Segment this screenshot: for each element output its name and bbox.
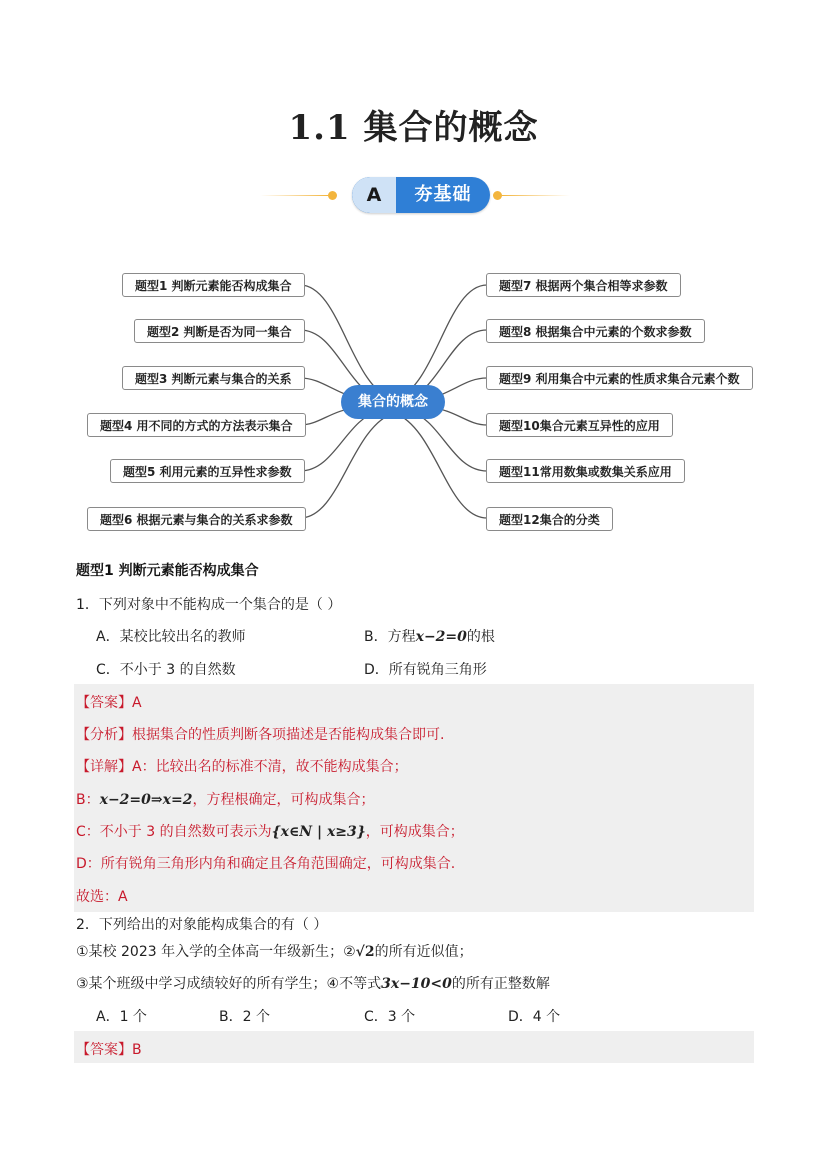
banner-pill (352, 177, 490, 213)
q2-line1-math: √2 (355, 944, 375, 960)
mindmap-node-right-11: 题型11常用数集或数集关系应用 (486, 459, 685, 483)
q1-analysis-line (76, 724, 444, 744)
q2-line2 (76, 973, 550, 993)
q1-analysis-tag: 【分析】 (76, 727, 132, 743)
mindmap-center: 集合的概念 (341, 385, 445, 419)
q1-detail-line (76, 756, 408, 776)
q2-line2-math: 3x−10<0 (381, 976, 452, 992)
q1-analysis: 根据集合的性质判断各项描述是否能构成集合即可. (132, 727, 445, 743)
banner-line-left (260, 195, 328, 196)
q2-line2-pre: ③某个班级中学习成绩较好的所有学生；④不等式 (76, 976, 382, 992)
q2-line2-post: 的所有正整数解 (451, 976, 550, 992)
mindmap-node-left-6: 题型6 根据元素与集合的关系求参数 (87, 507, 306, 531)
banner-line-right (502, 195, 570, 196)
mindmap-node-right-8: 题型8 根据集合中元素的个数求参数 (486, 319, 705, 343)
q2-line1-pre: ①某校 2023 年入学的全体高一年级新生；② (76, 944, 356, 960)
page-title: 1.1 集合的概念 (288, 108, 539, 148)
connector-right-6 (395, 413, 487, 518)
q1-option-b (364, 626, 495, 646)
q1-detail-c-post: ，可构成集合； (365, 824, 464, 840)
banner-letter: A (352, 177, 396, 213)
q1-answer-tag: 【答案】 (76, 695, 132, 711)
q2-option-c: C．3 个 (364, 1009, 416, 1025)
q1-detail-a: A：比较出名的标准不清，故不能构成集合； (132, 759, 408, 775)
mindmap-node-left-3: 题型3 判断元素与集合的关系 (122, 366, 305, 390)
section-banner (260, 175, 570, 215)
q1-detail-d: D：所有锐角三角形内角和确定且各角范围确定，可构成集合. (76, 856, 456, 872)
q1-option-b-post: 的根 (466, 629, 495, 645)
q1-detail-c-pre: C：不小于 3 的自然数可表示为 (76, 824, 272, 840)
q1-detail-c-math: {x∈N | x≥3} (271, 824, 366, 840)
q1-detail-b-post: ，方程根确定，可构成集合； (192, 792, 375, 808)
q1-option-d: D．所有锐角三角形 (364, 662, 487, 678)
banner-text: 夯基础 (414, 184, 472, 205)
q1-detail-b (76, 789, 374, 809)
q1-option-a: A．某校比较出名的教师 (96, 629, 246, 645)
section-heading: 题型1 判断元素能否构成集合 (76, 563, 259, 579)
mindmap-node-left-4: 题型4 用不同的方式的方法表示集合 (87, 413, 306, 437)
q1-detail-c (76, 821, 464, 841)
connector-right-1 (395, 285, 487, 400)
q2-answer-box (74, 1031, 754, 1063)
q1-detail-tag: 【详解】 (76, 759, 132, 775)
q1-answer: A (132, 695, 142, 711)
q1-stem: 1．下列对象中不能构成一个集合的是（ ） (76, 597, 342, 613)
q2-stem: 2．下列给出的对象能构成集合的有（ ） (76, 917, 328, 933)
mindmap-node-right-12: 题型12集合的分类 (486, 507, 613, 531)
mindmap-node-right-10: 题型10集合元素互异性的应用 (486, 413, 673, 437)
q2-answer-line (76, 1039, 142, 1059)
q1-option-b-math: x−2=0 (415, 629, 467, 645)
connector-right-5 (408, 410, 487, 471)
q1-detail-b-math: x−2=0⇒x=2 (99, 792, 193, 808)
q1-choose: 故选：A (76, 889, 128, 905)
connector-left-1 (300, 285, 393, 400)
q1-detail-b-pre: B： (76, 792, 100, 808)
connector-left-6 (300, 413, 393, 518)
mindmap-node-left-2: 题型2 判断是否为同一集合 (134, 319, 305, 343)
mindmap-node-right-9: 题型9 利用集合中元素的性质求集合元素个数 (486, 366, 753, 390)
mindmap-node-left-1: 题型1 判断元素能否构成集合 (122, 273, 305, 297)
q2-option-b: B．2 个 (219, 1009, 270, 1025)
q2-line1 (76, 941, 473, 961)
q1-answer-line (76, 692, 142, 712)
q1-option-c: C．不小于 3 的自然数 (96, 662, 236, 678)
connector-left-5 (300, 410, 380, 471)
banner-dot-left (328, 191, 337, 200)
mindmap-node-left-5: 题型5 利用元素的互异性求参数 (110, 459, 305, 483)
q2-answer-tag: 【答案】 (76, 1042, 132, 1058)
mindmap-node-right-7: 题型7 根据两个集合相等求参数 (486, 273, 681, 297)
q1-option-b-pre: B．方程 (364, 629, 416, 645)
q2-option-d: D．4 个 (508, 1009, 561, 1025)
q2-line1-post: 的所有近似值； (374, 944, 473, 960)
q2-answer: B (132, 1042, 142, 1058)
q2-option-a: A．1 个 (96, 1009, 147, 1025)
banner-dot-right (493, 191, 502, 200)
